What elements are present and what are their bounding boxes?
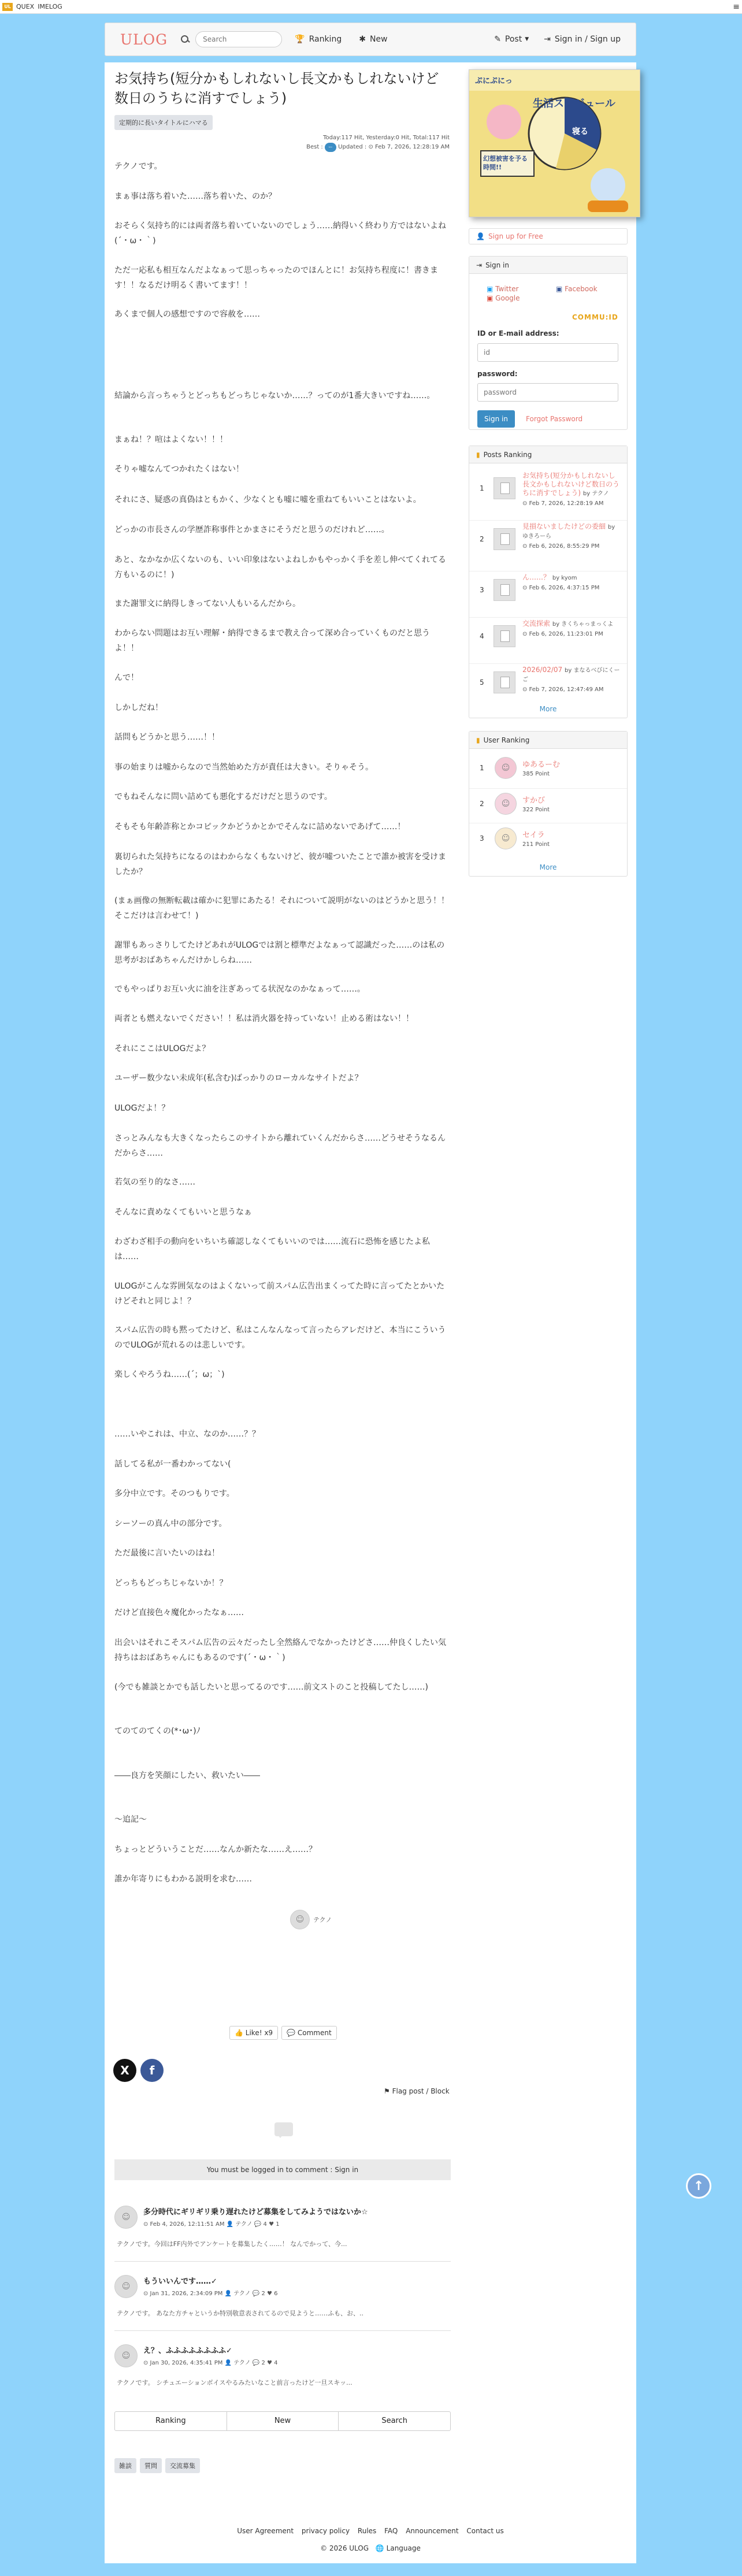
related-meta: ⊙ Jan 30, 2026, 4:35:41 PM 👤 テクノ 💬 2 ♥ 4 [143,2360,278,2366]
rank-number: 2 [480,800,484,808]
user-ranking-box [469,731,628,877]
body-paragraph: わざわざ相手の動向をいちいち確認しなくてもいいのでは……流石に恐怖を感じたよ私は…… [114,1237,430,1261]
body-paragraph: 出会いはそれこそスパム広告の云々だったし全然絡んでなかったけどさ……仲良くしたい気持ちはおばあちゃんにもあるのです(´・ω・｀) [114,1638,446,1662]
signin-box [469,256,628,430]
bottom-tags [114,2458,203,2473]
best-badge: ー [325,143,336,152]
user-name: すかび [522,796,546,805]
globe-icon: 🌐 [375,2544,384,2552]
rank-post-by: by ゆきろーら [522,524,615,540]
site-header [105,23,636,56]
footer-link[interactable]: FAQ [384,2527,398,2535]
user-avatar: ☺ [495,793,517,815]
comment-button[interactable] [281,2026,337,2040]
body-paragraph: あくまで個人の感想ですので容赦を…… [114,310,260,319]
body-paragraph: わからない問題はお互い理解・納得できるまで教え合って深め合っていくものだと思うよ！！ [114,629,430,653]
tab-ranking[interactable]: Ranking [115,2412,227,2430]
nav-ranking-label: Ranking [309,35,342,44]
body-paragraph: 話してる私が一番わかってない( [114,1460,231,1469]
forgot-password-link[interactable]: Forgot Password [526,415,583,423]
rank-number: 2 [480,535,484,543]
body-paragraph: ただ一応私も相互なんだよなぁって思っちゃったのでほんとに！お気持ち程度に！書きます！！なるだけ明るく書いてます！！ [114,266,438,290]
rank-post-author: テクノ [592,491,609,497]
related-title: 多分時代にギリギリ乗り遅れたけど募集をしてみようではないか☆ [143,2208,368,2217]
related-avatar: ☺ [114,2206,138,2229]
trophy-icon: 🏆 [295,35,305,44]
hit-stats: Today:117 Hit, Yesterday:0 Hit, Total:117 Hit [323,135,450,142]
body-paragraph: (今でも雑談とかでも話したいと思ってるのです……前文ストのこと投稿してたし……) [114,1683,428,1692]
login-to-comment[interactable]: You must be logged in to comment : Sign in [114,2159,451,2180]
author-name: テクノ [313,1916,332,1924]
post-thumbnail-icon [494,528,515,550]
bar-chart-icon: ▮ [476,736,480,744]
google-login[interactable] [487,294,520,303]
rank-number: 5 [480,678,484,686]
user-points: 211 Point [522,841,550,848]
page-title: お気持ち(短分かもしれないし長文かもしれないけど数日のうちに消すでしょう) [114,70,439,106]
related-meta: ⊙ Feb 4, 2026, 12:11:51 AM 👤 テクノ 💬 4 ♥ 1 [143,2221,280,2228]
post-label: Post [504,35,522,44]
search-box [180,31,282,47]
rank-post-title: ん……？ [522,573,551,581]
comment-label: Comment [297,2029,332,2037]
body-paragraph: 事の始まりは嘘からなので当然始めた方が責任は大きい。そりゃそう。 [114,763,373,772]
body-paragraph: 〜追記〜 [114,1815,147,1824]
brand-logo[interactable]: ULOG [120,31,168,48]
nav-right [479,35,621,44]
body-paragraph: 多分中立です。そのつもりです。 [114,1489,235,1498]
related-snippet: テクノです。 あなた方チャというか特別敬意表されてるので見ようと……ふも、お、.. [117,2310,363,2317]
body-paragraph: ユーザー数少ない未成年(私含む)ばっかりのローカルなサイトだよ？ [114,1074,363,1083]
rank-number: 1 [480,764,484,772]
menu-icon[interactable]: ≡ [733,2,740,12]
twitter-icon: ▣ [487,285,494,293]
divider [469,788,627,789]
footer-link[interactable]: privacy policy [301,2527,350,2535]
rank-post-by: by テクノ [583,491,609,497]
user-name: ゆあるーむ [522,760,561,769]
footer-link[interactable]: Rules [357,2527,377,2535]
tag-pill[interactable]: 雑談 [114,2458,136,2473]
body-paragraph: 話問もどうかと思う……！！ [114,733,220,742]
user-points: 322 Point [522,807,550,813]
related-post[interactable] [114,2344,451,2387]
body-paragraph: (まぁ画像の無断転載は確かに犯罪にあたる！それについて説明がないのはどうかと思う！！そこだけは言わせて！) [114,896,450,920]
related-meta: ⊙ Jan 31, 2026, 2:34:09 PM 👤 テクノ 💬 2 ♥ 6 [143,2291,278,2297]
rank-post-author: まなるべびにくーご [522,667,620,683]
divider [114,2261,451,2262]
signin-head-label: Sign in [485,261,509,269]
body-paragraph: さっとみんなも大きくなったらこのサイトから離れていくんだからさ……どうせそうなるんだからさ…… [114,1134,446,1158]
language-link[interactable]: Language [386,2544,421,2552]
sparkle-icon: ✱ [359,35,366,44]
body-paragraph: スパム広告の時も黙ってたけど、私はこんなんなって言ったらアレだけど、本当にこういうのでULOGが荒れるのは悲しいです。 [114,1326,446,1350]
signin-icon: ⇥ [544,35,551,44]
user-name: セイラ [522,831,545,840]
rank-post-date: ⊙ Feb 6, 2026, 11:23:01 PM [522,631,603,637]
rank-post-title: 見損ないましたけどの委細 [522,522,606,530]
body-paragraph: そんなに責めなくてもいいと思うなぁ [114,1208,252,1217]
body-paragraph: それにここはULOGだよ？ [114,1044,210,1053]
user-ranking-label: User Ranking [483,736,530,744]
body-paragraph: テクノです。 [114,162,162,171]
pencil-icon: ✎ [494,35,501,44]
rank-post-date: ⊙ Feb 7, 2026, 12:28:19 AM [522,500,604,507]
body-paragraph: 結論から言っちゃうとどっちもどっちじゃないか……？ってのが1番大きいですね……。 [114,391,435,400]
post-thumbnail-icon [494,671,515,693]
signup-free-link[interactable] [469,228,628,244]
user-plus-icon: 👤 [476,232,485,240]
ad-caption-sleep: 寝る [572,127,588,136]
article [114,69,450,152]
body-paragraph: でもねそんなに問い詰めても悪化するだけだと思うのです。 [114,792,332,801]
rank-post-title: お気持ち(短分かもしれないし長文かもしれないけど数日のうちに消すでしょう) [522,472,620,497]
body-paragraph: んで！ [114,673,139,682]
facebook-login[interactable] [556,284,598,294]
flag-block-link[interactable] [384,2087,450,2095]
footer-link[interactable]: User Agreement [237,2527,294,2535]
bar-chart-icon: ▮ [476,450,480,459]
like-label: Like! x9 [245,2029,273,2037]
related-post[interactable] [114,2206,451,2262]
divider [469,617,627,618]
rank-post-info [522,619,622,639]
body-paragraph: てのてのてくの(*･ω･)ﾉ [114,1727,201,1736]
ulog-logo-icon[interactable]: UL [2,3,13,11]
body-paragraph: ただ最後に言いたいのはね！ [114,1549,220,1558]
body-paragraph: 両者とも燃えないでください！！私は消火器を持っていない！止める術はない！！ [114,1014,414,1023]
posts-ranking-label: Posts Ranking [483,450,532,459]
action-buttons [229,2026,340,2040]
body-paragraph: 若気の至り的なさ…… [114,1178,195,1187]
comment-placeholder-icon [274,2122,293,2136]
commuid-logo[interactable]: COMMU:ID [572,313,618,321]
body-paragraph: まぁ事は落ち着いた……落ち着いた、のか？ [114,192,276,201]
sidebar-ad-banner[interactable] [469,69,640,217]
signup-free-label: Sign up for Free [488,232,543,240]
signin-signup-label: Sign in / Sign up [554,35,621,44]
body-paragraph: ……いやこれは、中立、なのか……？？ [114,1430,260,1439]
rank-post-info [522,666,622,694]
user-avatar: ☺ [495,757,517,779]
body-paragraph: ULOGがこんな雰囲気なのはよくないって前スパム広告出まくってた時に言ってたとかいたけどそれと同じよ！？ [114,1282,445,1306]
search-icon[interactable] [180,35,190,44]
user-ranking-more[interactable]: More [539,863,557,871]
user-info [522,794,550,813]
user-avatar: ☺ [495,827,517,849]
rank-post-title: 交流探索 [522,619,551,628]
tab-new[interactable]: New [227,2412,339,2430]
rank-post-date: ⊙ Feb 6, 2026, 4:37:15 PM [522,585,600,591]
id-label: ID or E-mail address: [477,329,559,337]
twitter-login[interactable] [487,284,520,294]
body-paragraph: あと、なかなか広くないのも、いい印象はないよねしかもやっかく手を差し伸べてくれてる方もいるのに！) [114,555,446,580]
body-paragraph: そりゃ嘘なんてつかれたくはない！ [114,465,244,474]
footer-copyright [105,2544,636,2552]
thumbs-up-icon: 👍 [235,2029,243,2037]
facebook-label: Facebook [565,285,598,293]
flag-label: Flag post / Block [392,2087,450,2095]
user-ranking-head [469,732,627,749]
rank-post-by: by まなるべびにくーご [522,667,620,683]
rank-number: 1 [480,484,484,492]
body-paragraph: まぁね！？喧はよくない！！！ [114,435,228,444]
body-paragraph: おそらく気持ち的には両者落ち着いていないのでしょう……納得いく終わり方ではないよね(´・ω・｀) [114,221,446,246]
rank-post-by: by kyom [552,575,577,581]
copyright: © 2026 ULOG [320,2544,369,2552]
body-paragraph: 謝罪もあっさりしてたけどあれがULOGでは割と標準だよなぁって認識だった……のは私の思考がおばあちゃんだけかしらね…… [114,941,445,965]
body-paragraph: ――良方を笑顔にしたい、救いたい―― [114,1771,260,1780]
signin-button[interactable]: Sign in [477,410,515,428]
post-thumbnail-icon [494,477,515,499]
body-paragraph: ULOGだよ！？ [114,1104,170,1113]
ad-title: 生活スケジュール [533,98,615,110]
rank-post-info [522,472,622,508]
body-paragraph: それにさ、疑惑の真偽はともかく、少なくとも嘘に嘘を重ねてもいいことはないよ。 [114,495,421,504]
article-tag[interactable]: 定期的に長いタイトルにハマる [114,115,213,130]
updated-label: Updated : ⊙ Feb 7, 2026, 12:28:19 AM [338,144,450,151]
footer-link[interactable]: Contact us [466,2527,504,2535]
flag-icon: ⚑ [384,2087,390,2095]
id-input[interactable] [477,343,618,362]
rank-number: 4 [480,632,484,640]
bottom-tabbar [114,2411,451,2431]
rank-number: 3 [480,834,484,842]
body-paragraph: シーソーの真ん中の部分です。 [114,1519,227,1528]
rank-post-date: ⊙ Feb 6, 2026, 8:55:29 PM [522,543,600,550]
google-label: Google [495,294,520,302]
signin-box-head [469,257,627,274]
rank-post-author: kyom [561,575,577,581]
tag-pill[interactable]: 質問 [140,2458,162,2473]
rank-post-author: きくちゃっまっくよ [561,621,614,628]
post-thumbnail-icon [494,625,515,647]
signin-signup-link[interactable] [544,35,621,44]
top-strip [0,0,742,14]
facebook-icon: ▣ [556,285,563,293]
tag-pill[interactable]: 交流募集 [165,2458,200,2473]
author-badge[interactable] [290,1910,332,1929]
article-stats [114,133,450,152]
rank-post-title: 2026/02/07 [522,666,563,674]
body-paragraph: でもやっぱりお互い火に油を注ぎあってる状況なのかなぁって……。 [114,985,365,994]
twitter-label: Twitter [495,285,519,293]
post-dropdown[interactable] [494,35,529,44]
related-title: え？、ふふふふふふふふ✓ [143,2347,232,2355]
share-x-icon[interactable]: X [113,2059,136,2082]
post-thumbnail-icon [494,579,515,601]
divider [469,520,627,521]
ad-logo: ぷにぷにっ [475,77,513,86]
divider [114,2330,451,2331]
body-paragraph: だけど直接色々魔化かったなぁ…… [114,1608,244,1617]
rank-post-info [522,573,622,592]
posts-ranking-head [469,446,627,463]
search-input[interactable] [195,31,282,47]
tab-search[interactable]: Search [381,2417,408,2425]
body-paragraph: どっかの市長さんの学歴詐称事件とかまさにそうだと思うのだけれど……。 [114,525,389,534]
share-facebook-icon[interactable]: f [140,2059,164,2082]
rank-post-info [522,522,622,551]
related-post[interactable] [114,2275,451,2331]
author-avatar: ☺ [290,1910,310,1929]
related-snippet: テクノです。今回はFF内外でアンケートを募集したく……！ なんでかって、今... [117,2240,347,2248]
posts-ranking-box [469,446,628,718]
footer-link[interactable]: Announcement [406,2527,459,2535]
rank-post-author: ゆきろーら [522,533,551,540]
body-paragraph: 裏切られた気持ちになるのはわからなくもないけど、彼が嘘ついたことで誰か被害を受けましたか？ [114,852,446,877]
password-input[interactable] [477,383,618,402]
related-avatar: ☺ [114,2275,138,2298]
best-label: Best : [306,144,323,151]
like-button[interactable] [229,2026,278,2040]
body-paragraph: どっちもどっちじゃないか！？ [114,1579,228,1588]
body-paragraph: 楽しくやろうね……(´；ω；`) [114,1370,225,1379]
ad-illustration [469,70,640,217]
best-updated [114,143,450,152]
body-paragraph: そもそも年齢詐称とかコピックかどうかとかでそんなに詰めないであげて……！ [114,822,406,832]
divider [469,663,627,664]
imelog-link[interactable]: IMELOG [38,3,62,10]
google-icon: ▣ [487,294,494,302]
related-snippet: テクノです。 シチュエーションボイスやるみたいなこと前言ったけど一旦スキッ... [117,2379,353,2386]
password-label: password: [477,370,518,378]
caret-down-icon: ▼ [525,36,529,42]
user-info [522,758,560,777]
nav-new[interactable] [359,35,387,44]
related-avatar: ☺ [114,2344,138,2367]
signin-icon: ⇥ [476,261,483,269]
body-paragraph: 誰か年寄りにもわかる説明を求む…… [114,1875,252,1884]
body-paragraph: ちょっとどういうことだ……なんか新たな……え……？ [114,1845,317,1854]
body-paragraph: しかしだね！ [114,703,163,712]
nav-ranking[interactable] [295,35,342,44]
nav-new-label: New [369,35,388,44]
quex-link[interactable]: QUEX [16,3,35,10]
scroll-to-top-icon[interactable]: ↑ [686,2173,711,2199]
ad-caption: 幻想被害を予る時間!! [483,155,528,171]
posts-ranking-more[interactable]: More [539,705,557,713]
social-logins [487,284,520,303]
user-info [522,829,550,848]
rank-number: 3 [480,586,484,594]
related-title: もういいんです……✓ [143,2277,217,2286]
body-paragraph: また謝罪文に納得しきってない人もいるんだから。 [114,599,300,608]
footer-links [105,2527,636,2535]
user-points: 385 Point [522,771,550,777]
comment-bubble-icon: 💬 [287,2029,296,2037]
rank-post-by: by きくちゃっまっくよ [552,621,614,628]
rank-post-date: ⊙ Feb 7, 2026, 12:47:49 AM [522,686,604,693]
